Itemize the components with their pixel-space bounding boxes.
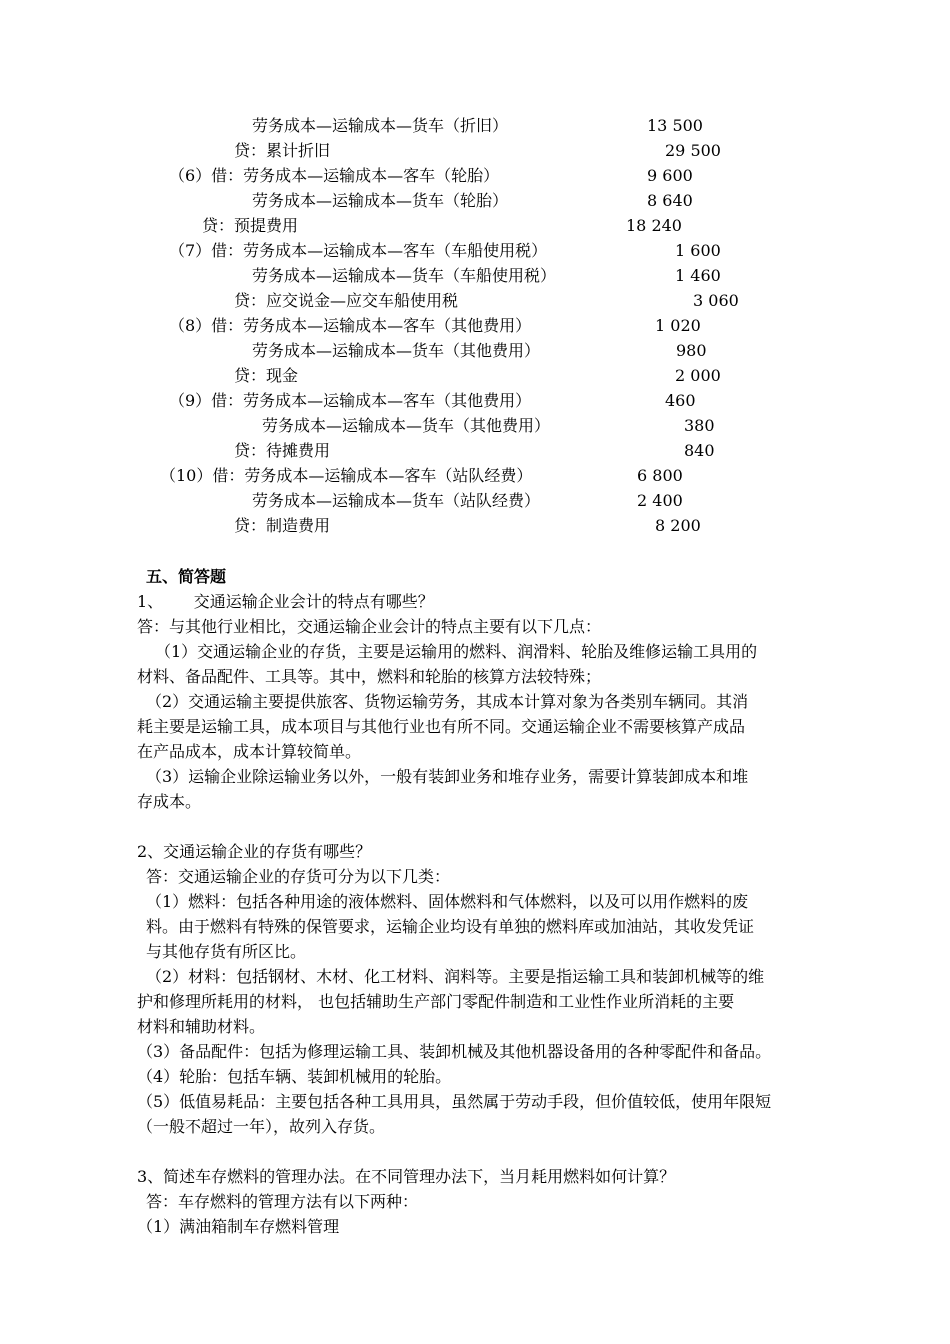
entry-text: 劳务成本—运输成本—货车（折旧） [252, 116, 509, 135]
entry-amount: 2 400 [637, 491, 683, 510]
answer-line: 材料、备品配件、工具等。其中，燃料和轮胎的核算方法较特殊； [137, 667, 602, 686]
question-line: 2、交通运输企业的存货有哪些？ [137, 842, 372, 861]
entry-text: 贷：累计折旧 [234, 141, 331, 160]
entry-amount: 13 500 [647, 116, 703, 135]
entry-amount: 1 020 [655, 316, 701, 335]
entry-amount: 3 060 [693, 291, 739, 310]
entry-text: 劳务成本—运输成本—货车（轮胎） [252, 191, 509, 210]
entry-text: 贷：预提费用 [202, 216, 299, 235]
answer-line: 耗主要是运输工具，成本项目与其他行业也有所不同。交通运输企业不需要核算产成品 [137, 717, 746, 736]
entry-text: （6）借：劳务成本—运输成本—客车（轮胎） [169, 166, 500, 185]
entry-text: （8）借：劳务成本—运输成本—客车（其他费用） [169, 316, 532, 335]
entry-text: 劳务成本—运输成本—货车（其他费用） [252, 341, 541, 360]
entry-amount: 18 240 [626, 216, 682, 235]
entry-amount: 380 [684, 416, 715, 435]
entry-text: （10）借：劳务成本—运输成本—客车（站队经费） [160, 466, 533, 485]
answer-line: 材料和辅助材料。 [137, 1017, 266, 1036]
entry-amount: 840 [684, 441, 715, 460]
answer-line: 存成本。 [137, 792, 202, 811]
entry-text: 贷：现金 [234, 366, 299, 385]
entry-text: 贷：制造费用 [234, 516, 331, 535]
answer-line: （5）低值易耗品：主要包括各种工具用具，虽然属于劳动手段，但价值较低，使用年限短 [137, 1092, 772, 1111]
answer-line: 料。由于燃料有特殊的保管要求，运输企业均设有单独的燃料库或加油站，其收发凭证 [146, 917, 755, 936]
entry-text: （9）借：劳务成本—运输成本—客车（其他费用） [169, 391, 532, 410]
entry-text: 贷：应交说金—应交车船使用税 [234, 291, 459, 310]
question-line: 1、 交通运输企业会计的特点有哪些？ [137, 592, 434, 611]
answer-line: （一般不超过一年），故列入存货。 [137, 1117, 386, 1136]
answer-line: （1）燃料：包括各种用途的液体燃料、固体燃料和气体燃料，以及可以用作燃料的废 [146, 892, 749, 911]
entry-amount: 9 600 [647, 166, 693, 185]
entry-amount: 1 460 [675, 266, 721, 285]
answer-line: （3）备品配件：包括为修理运输工具、装卸机械及其他机器设备用的各种零配件和备品。 [137, 1042, 772, 1061]
entry-amount: 1 600 [675, 241, 721, 260]
entry-amount: 2 000 [675, 366, 721, 385]
answer-line: 在产品成本，成本计算较简单。 [137, 742, 362, 761]
entry-amount: 6 800 [637, 466, 683, 485]
answer-line: 答：与其他行业相比，交通运输企业会计的特点主要有以下几点： [137, 617, 602, 636]
entry-amount: 460 [665, 391, 696, 410]
entry-amount: 980 [676, 341, 707, 360]
answer-line: 与其他存货有所区比。 [146, 942, 307, 961]
answer-line: 护和修理所耗用的材料， 也包括辅助生产部门零配件制造和工业性作业所消耗的主要 [137, 992, 735, 1011]
entry-text: 劳务成本—运输成本—货车（车船使用税） [252, 266, 557, 285]
entry-text: 贷：待摊费用 [234, 441, 331, 460]
entry-amount: 8 200 [655, 516, 701, 535]
answer-line: （3）运输企业除运输业务以外，一般有装卸业务和堆存业务，需要计算装卸成本和堆 [146, 767, 749, 786]
answer-line: （2）材料：包括钢材、木材、化工材料、润料等。主要是指运输工具和装卸机械等的维 [146, 967, 765, 986]
entry-amount: 29 500 [665, 141, 721, 160]
entry-text: 劳务成本—运输成本—货车（站队经费） [252, 491, 541, 510]
question-line: 3、简述车存燃料的管理办法。在不同管理办法下，当月耗用燃料如何计算？ [137, 1167, 676, 1186]
answer-line: 答：车存燃料的管理方法有以下两种： [146, 1192, 419, 1211]
answer-line: 答：交通运输企业的存货可分为以下几类： [146, 867, 451, 886]
section-title: 五、简答题 [146, 567, 227, 586]
entry-text: 劳务成本—运输成本—货车（其他费用） [262, 416, 551, 435]
answer-line: （1）交通运输企业的存货，主要是运输用的燃料、润滑料、轮胎及维修运输工具用的 [155, 642, 758, 661]
answer-line: （4）轮胎：包括车辆、装卸机械用的轮胎。 [137, 1067, 452, 1086]
answer-line: （1）满油箱制车存燃料管理 [137, 1217, 340, 1236]
entry-text: （7）借：劳务成本—运输成本—客车（车船使用税） [169, 241, 548, 260]
answer-line: （2）交通运输主要提供旅客、货物运输劳务，其成本计算对象为各类别车辆同。其消 [146, 692, 749, 711]
entry-amount: 8 640 [647, 191, 693, 210]
